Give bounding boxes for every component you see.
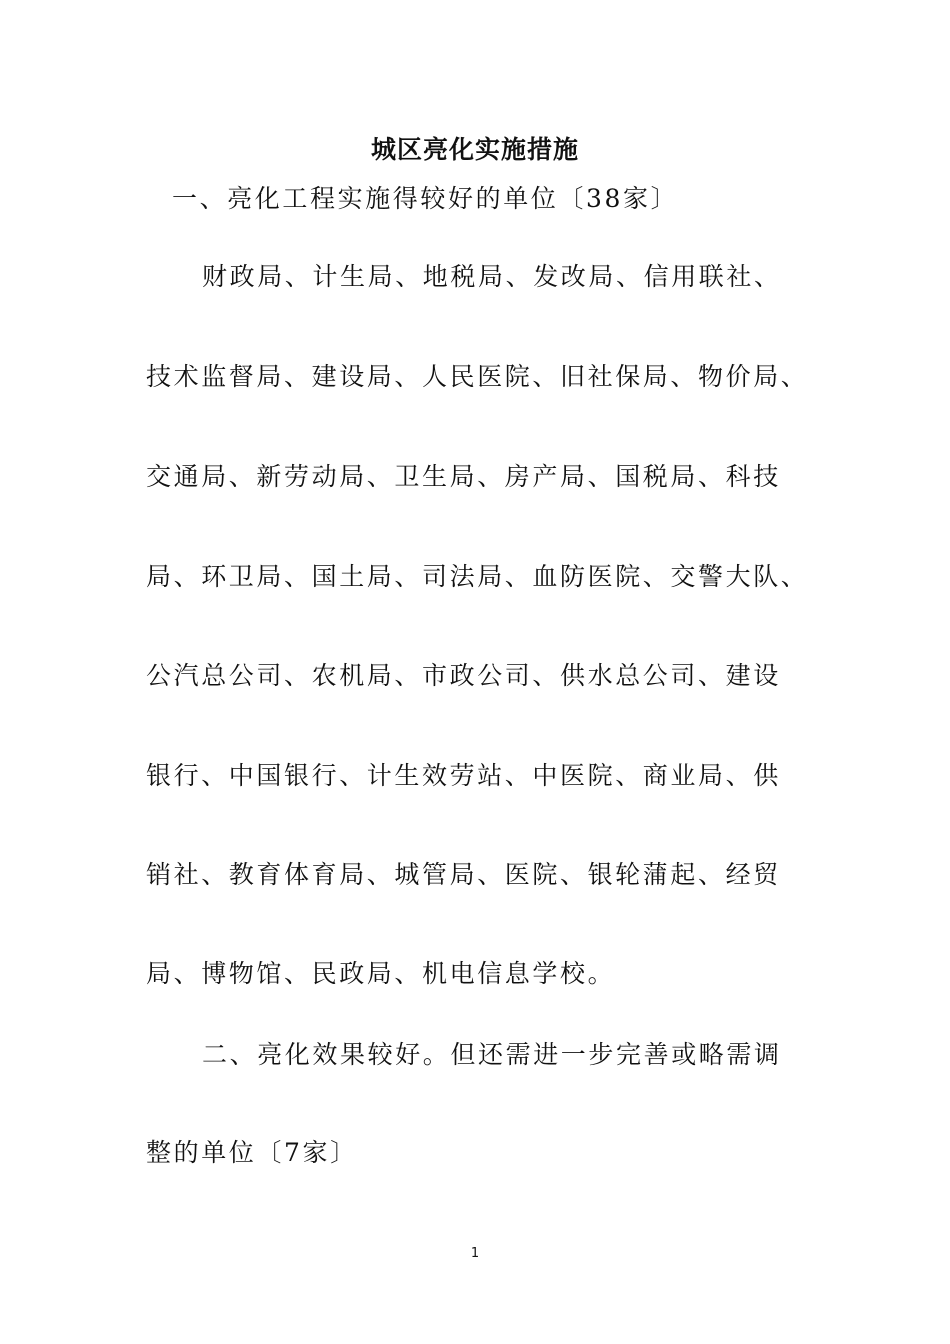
body-line: 销社、教育体育局、城管局、医院、银轮蒲起、经贸 xyxy=(146,860,781,889)
section1-heading: 一、亮化工程实施得较好的单位〔38家〕 xyxy=(172,184,679,213)
body-line: 公汽总公司、农机局、市政公司、供水总公司、建设 xyxy=(146,661,781,690)
section2-heading-line: 二、亮化效果较好。但还需进一步完善或略需调 xyxy=(202,1040,782,1069)
body-line: 局、博物馆、民政局、机电信息学校。 xyxy=(146,959,616,988)
body-line: 财政局、计生局、地税局、发改局、信用联社、 xyxy=(202,262,782,291)
body-line: 银行、中国银行、计生效劳站、中医院、商业局、供 xyxy=(146,761,781,790)
body-line: 技术监督局、建设局、人民医院、旧社保局、物价局、 xyxy=(146,362,809,391)
body-line: 交通局、新劳动局、卫生局、房产局、国税局、科技 xyxy=(146,462,781,491)
body-line: 局、环卫局、国土局、司法局、血防医院、交警大队、 xyxy=(146,562,809,591)
document-title: 城区亮化实施措施 xyxy=(370,135,579,164)
section2-heading-line: 整的单位〔7家〕 xyxy=(146,1138,358,1167)
page-number: 1 xyxy=(470,1246,480,1261)
